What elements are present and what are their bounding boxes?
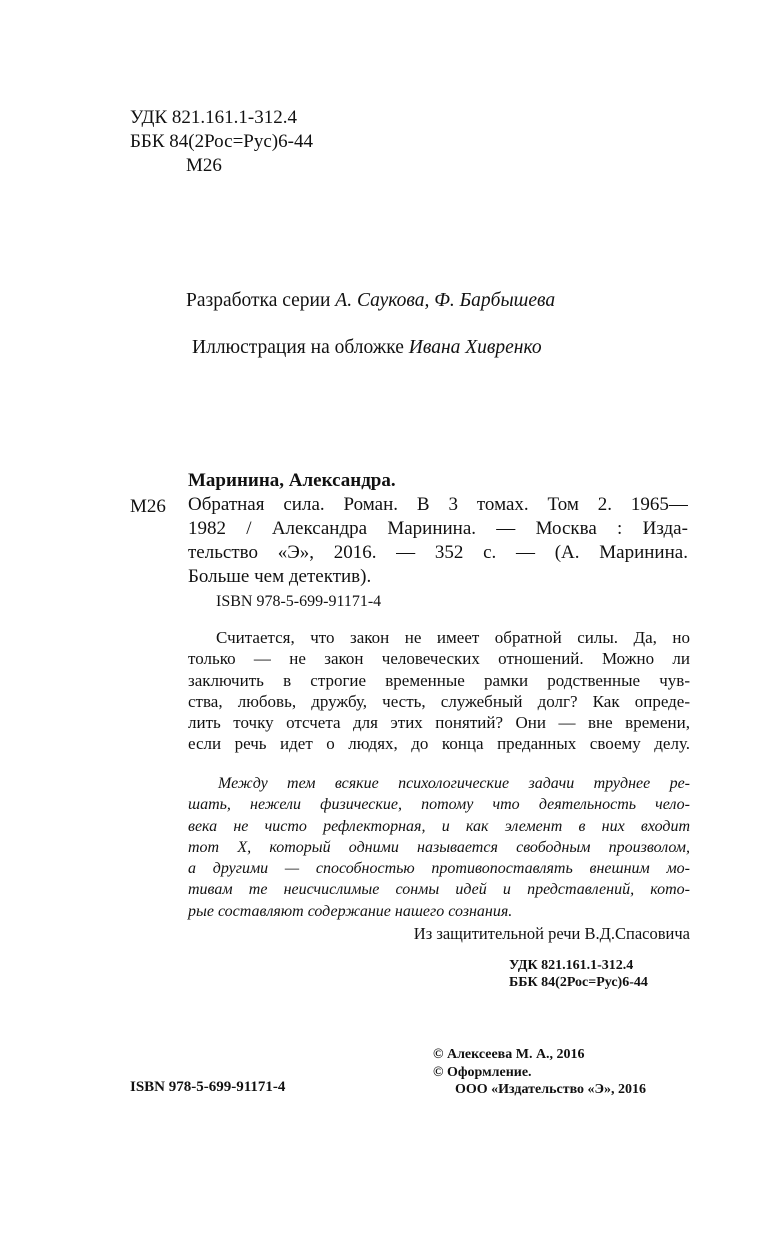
epigraph-line: Между тем всякие психологические задачи труднее ре- <box>218 775 690 792</box>
epigraph-line: а другими — способностью противопоставлять внешним мо- <box>188 860 690 878</box>
annotation-line: если речь идет о людях, до конца преданных своему делу. <box>188 734 690 754</box>
biblio-word: Том <box>547 494 579 515</box>
biblio-word: — <box>516 542 536 563</box>
biblio-word: 352 <box>434 542 464 563</box>
header-codes <box>130 106 313 178</box>
biblio-word: Изда- <box>642 518 688 539</box>
biblio-line-4: Больше чем детектив). <box>188 566 372 587</box>
epigraph-line: века не чисто рефлекторная, и как элемент в них входит <box>188 817 690 835</box>
bibliography-code: М26 <box>130 496 166 517</box>
biblio-word: : <box>617 518 623 539</box>
isbn-inline: ISBN 978-5-699-91171-4 <box>216 593 382 610</box>
footer-udk: УДК 821.161.1-312.4 <box>509 958 634 973</box>
biblio-word: 3 <box>448 494 458 515</box>
biblio-word: Обратная <box>188 494 265 515</box>
bibliographic-description <box>188 493 688 589</box>
biblio-word: В <box>416 494 430 515</box>
copyright-author: © Алексеева М. А., 2016 <box>433 1047 585 1062</box>
author-mark: М26 <box>186 155 222 176</box>
biblio-word: Маринина. <box>599 542 688 563</box>
epigraph-source: Из защитительной речи В.Д.Спасовича <box>413 924 690 943</box>
illustration-credit <box>192 337 542 359</box>
biblio-word: томах. <box>476 494 529 515</box>
biblio-word: сила. <box>283 494 325 515</box>
epigraph <box>188 773 690 922</box>
annotation-line: лить точку отсчета для этих понятий? Они — вне времени, <box>188 713 690 733</box>
annotation-line: заключить в строгие временные рамки родственные чув- <box>188 670 690 690</box>
series-credit-names: А. Саукова, Ф. Барбышева <box>335 290 556 311</box>
annotation-line: только — не закон человеческих отношений. Можно ли <box>188 649 690 669</box>
epigraph-line: шать, нежели физические, потому что деятельность чело- <box>188 796 690 814</box>
biblio-word: тельство <box>188 542 258 563</box>
biblio-word: «Э», <box>277 542 314 563</box>
annotation-line: Считается, что закон не имеет обратной силы. Да, но <box>216 628 690 647</box>
copyright-design: © Оформление. <box>433 1064 532 1080</box>
epigraph-line: рые составляют содержание нашего сознания. <box>188 902 513 920</box>
biblio-word: Москва <box>535 518 597 539</box>
isbn-footer: ISBN 978-5-699-91171-4 <box>130 1079 286 1095</box>
biblio-word: — <box>496 518 516 539</box>
biblio-word: 1982 <box>188 518 226 539</box>
copyright-block <box>433 1046 646 1099</box>
biblio-word: 2016. <box>333 542 377 563</box>
biblio-word: Маринина. <box>387 518 477 539</box>
epigraph-line: тивам те неисчислимые сонмы идей и представлений, кото- <box>188 881 690 899</box>
udk-code: УДК 821.161.1-312.4 <box>130 107 297 128</box>
bbk-code: ББК 84(2Рос=Рус)6-44 <box>130 131 313 152</box>
biblio-word: с. <box>483 542 497 563</box>
epigraph-line: тот X, который одними называется свободным произволом, <box>188 838 690 856</box>
biblio-word: Александра <box>271 518 368 539</box>
copyright-publisher: ООО «Издательство «Э», 2016 <box>455 1082 647 1097</box>
footer-classification <box>509 957 648 991</box>
illustration-credit-prefix: Иллюстрация на обложке <box>192 337 409 358</box>
annotation <box>188 627 690 755</box>
biblio-word: (А. <box>554 542 580 563</box>
series-credit <box>186 290 555 312</box>
illustration-credit-name: Ивана Хивренко <box>408 337 542 358</box>
biblio-word: / <box>246 518 252 539</box>
biblio-line-1 <box>188 493 688 517</box>
author-heading: Маринина, Александра. <box>188 470 396 491</box>
biblio-word: 2. <box>597 494 613 515</box>
biblio-line-3 <box>188 541 688 565</box>
biblio-word: Роман. <box>343 494 399 515</box>
footer-bbk: ББК 84(2Рос=Рус)6-44 <box>509 975 648 990</box>
biblio-word: 1965— <box>630 494 688 515</box>
biblio-line-2 <box>188 517 688 541</box>
biblio-word: — <box>396 542 416 563</box>
series-credit-prefix: Разработка серии <box>186 290 336 311</box>
annotation-line: ства, любовь, дружбу, честь, служебный долг? Как опреде- <box>188 691 690 711</box>
